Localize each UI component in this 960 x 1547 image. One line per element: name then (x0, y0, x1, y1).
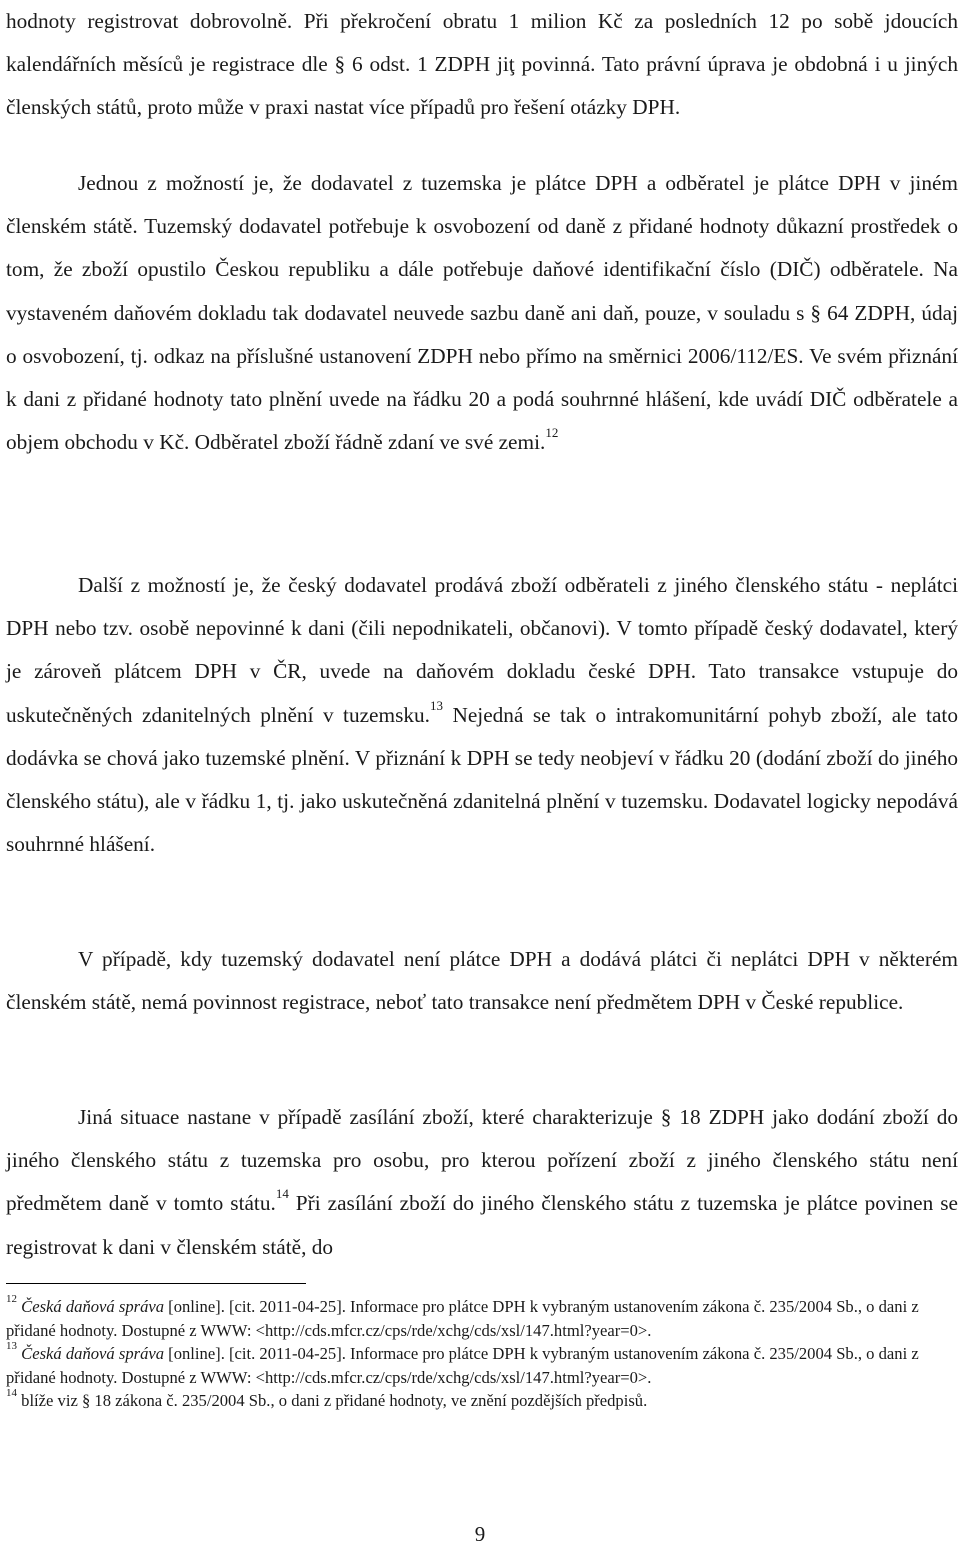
footnote-number: 14 (6, 1387, 17, 1400)
footnote-number: 12 (6, 1293, 17, 1306)
paragraph-5 (6, 1096, 958, 1269)
footnote-number: 13 (6, 1340, 17, 1353)
paragraph-5-text-before: Jiná situace nastane v případě zasílání zboží, které charakterizuje § 18 ZDPH jako dodání zboží do jiného členského státu z tuzemska pro osobu, pro kterou pořízení zboží z jiného členského státu není předmětem daně v tomto státu. (6, 1105, 958, 1216)
footnote-13 (6, 1342, 956, 1389)
footnote-ref-12[interactable]: 12 (545, 425, 559, 441)
footnote-source-title: Česká daňová správa (21, 1297, 165, 1316)
footnotes (6, 1295, 956, 1413)
footnote-separator (6, 1283, 306, 1284)
paragraph-3-text-after: Nejedná se tak o intrakomunitární pohyb zboží, ale tato dodávka se chová jako tuzemské plnění. V přiznání k DPH se tedy neobjeví v řádku 20 (dodání zboží do jiného členského státu), ale v řádku 1, tj. jako uskutečněná zdanitelná plnění v tuzemsku. Dodavatel logicky nepodává souhrnné hlášení. (6, 702, 958, 857)
paragraph-2-text: Jednou z možností je, že dodavatel z tuzemska je plátce DPH a odběratel je plátce DPH v jiném členském státě. Tuzemský dodavatel potřebuje k osvobození od daně z přidané hodnoty důkazní prostředek o tom, že zboží opustilo Českou republiku a dále potřebuje daňové identifikační číslo (DIČ) odběratele. Na vystaveném daňovém dokladu tak dodavatel neuvede sazbu daně ani daň, pouze, v souladu s § 64 ZDPH, údaj o osvobození, tj. odkaz na příslušné ustanovení ZDPH nebo přímo na směrnici 2006/112/ES. Ve svém přiznání k dani z přidané hodnoty tato plnění uvede na řádku 20 a podá souhrnné hlášení, kde uvádí DIČ odběratele a objem obchodu v Kč. Odběratel zboží řádně zdaní ve své zemi. (6, 171, 958, 455)
paragraph-2 (6, 162, 958, 464)
footnote-ref-13[interactable]: 13 (430, 697, 443, 713)
footnote-source-title: Česká daňová správa (21, 1344, 165, 1363)
footnote-text: [online]. [cit. 2011-04-25]. Informace pro plátce DPH k vybraným ustanovením zákona č. 235/2004 Sb., o dani z přidané hodnoty. Dostupné z WWW: <http://cds.mfcr.cz/cps/rde/xchg/cds/xsl/147.html?year=0>. (6, 1344, 919, 1387)
footnote-text: blíže viz § 18 zákona č. 235/2004 Sb., o dani z přidané hodnoty, ve znění pozdějších předpisů. (17, 1391, 648, 1410)
page-number: 9 (474, 1522, 486, 1546)
footnote-12 (6, 1295, 956, 1342)
paragraph-1: hodnoty registrovat dobrovolně. Při překročení obratu 1 milion Kč za posledních 12 po sobě jdoucích kalendářních měsíců je registrace dle § 6 odst. 1 ZDPH jiţ povinná. Tato právní úprava je obdobná i u jiných členských států, proto může v praxi nastat více případů pro řešení otázky DPH. (6, 9, 958, 120)
paragraph-3 (6, 564, 958, 866)
footnote-ref-14[interactable]: 14 (275, 1186, 289, 1202)
paragraph-3-text-before: Další z možností je, že český dodavatel prodává zboží odběrateli z jiného členského státu - neplátci DPH nebo tzv. osobě nepovinné k dani (čili nepodnikateli, občanovi). V tomto případě český dodavatel, který je zároveň plátcem DPH v ČR, uvede na daňovém dokladu české DPH. Tato transakce vstupuje do uskutečněných zdanitelných plnění v tuzemsku. (6, 573, 958, 727)
paragraph-4: V případě, kdy tuzemský dodavatel není plátce DPH a dodává plátci či neplátci DPH v některém členském státě, nemá povinnost registrace, neboť tato transakce není předmětem DPH v České republice. (6, 947, 958, 1015)
footnote-text: [online]. [cit. 2011-04-25]. Informace pro plátce DPH k vybraným ustanovením zákona č. 235/2004 Sb., o dani z přidané hodnoty. Dostupné z WWW: <http://cds.mfcr.cz/cps/rde/xchg/cds/xsl/147.html?year=0>. (6, 1297, 919, 1340)
paragraph-5-text-after: Při zasílání zboží do jiného členského státu z tuzemska je plátce povinen se registrovat k dani v členském státě, do (6, 1191, 958, 1259)
footnote-14 (6, 1389, 956, 1413)
